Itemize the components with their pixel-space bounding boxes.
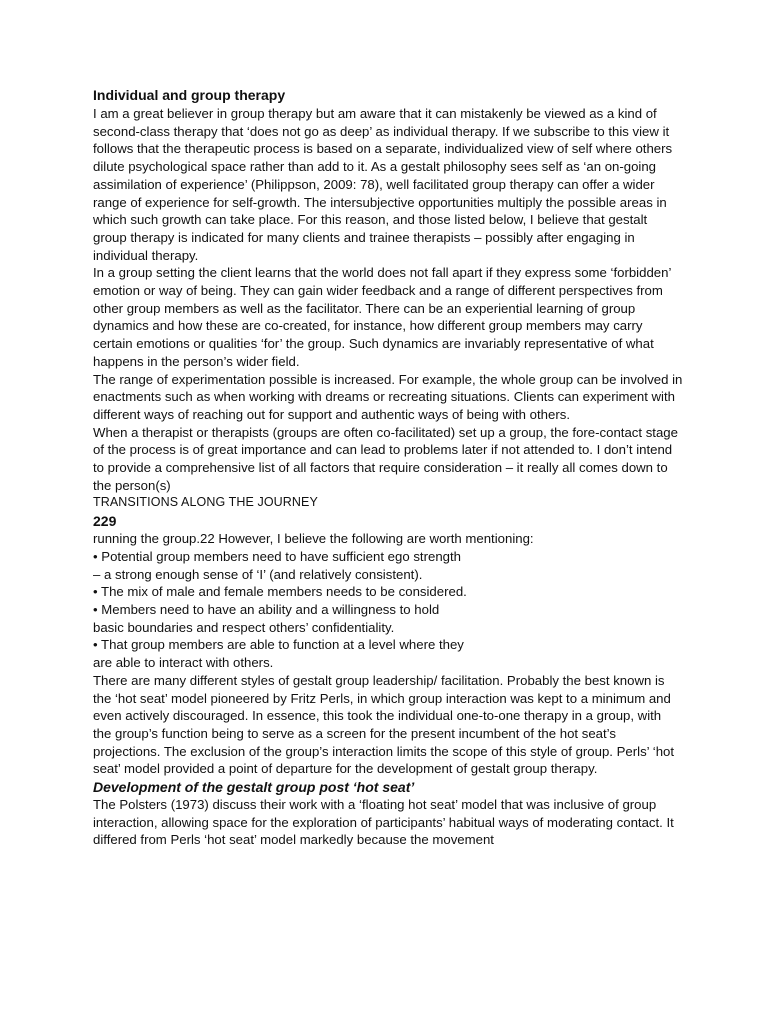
paragraph-fore-contact: When a therapist or therapists (groups are often co-facilitated) set up a group, the fore-contact stage of the process is of great importance and can lead to problems later if not attended to. I don’t intend to provide a comprehensive list of all factors that require consideration – it really all comes down to the person(s) [93,424,678,493]
bullet-line: are able to interact with others. [93,655,274,671]
paragraph-hot-seat: There are many different styles of gestalt group leadership/ facilitation. Probably the best known is the ‘hot seat’ model pioneered by Fritz Perls, in which group interaction was kept to a minimum and even actively discouraged. In essence, this took the individual one-to-one therapy in a group, with the group’s function being to serve as a screen for the present incumbent of the hot seat’s projections. The exclusion of the group’s interaction limits the scope of this style of group. Perls’ ‘hot seat’ model provided a point of departure for the development of gestalt group therapy. [93,672,675,777]
document-page [93,85,683,849]
section-heading: Individual and group therapy [93,87,286,103]
paragraph-group-setting: In a group setting the client learns that the world does not fall apart if they express some ‘forbidden’ emotion or way of being. They can gain wider feedback and a range of different perspectives from other group members as well as the facilitator. There can be an experiential learning of group dynamics and how these are co-created, for instance, how different group members may carry certain emotions or qualities ‘for’ the group. Such dynamics are invariably representative of what happens in the person’s wider field. [93,265,671,369]
bullet-line: • Potential group members need to have sufficient ego strength [93,548,461,564]
section-subheading: Development of the gestalt group post ‘hot seat’ [93,779,415,796]
bullet-line: – a strong enough sense of ‘I’ (and relatively consistent). [93,566,423,582]
page-number: 229 [93,513,117,530]
paragraph-experimentation: The range of experimentation possible is increased. For example, the whole group can be involved in enactments such as when working with dreams or recreating situations. Clients can experiment with different ways of reaching out for support and authentic ways of being with others. [93,371,683,422]
bullet-line: • That group members are able to function at a level where they [93,637,464,653]
paragraph-intro: I am a great believer in group therapy but am aware that it can mistakenly be viewed as a kind of second-class therapy that ‘does not go as deep’ as individual therapy. If we subscribe to this view it follows that the therapeutic process is based on a separate, individualized view of self where others dilute psychological space rather than add to it. As a gestalt philosophy sees self as ‘an on-going assimilation of experience’ (Philippson, 2009: 78), well facilitated group therapy can offer a wider range of experience for self-growth. The intersubjective opportunities multiply the possible areas in which such growth can take place. For this reason, and those listed below, I believe that gestalt group therapy is indicated for many clients and trainee therapists – possibly after engaging in individual therapy. [93,106,673,263]
bullet-line: • The mix of male and female members needs to be considered. [93,584,467,600]
running-head: TRANSITIONS ALONG THE JOURNEY [93,495,318,510]
bullet-line: • Members need to have an ability and a willingness to hold [93,601,440,617]
paragraph-continuation: running the group.22 However, I believe the following are worth mentioning: [93,531,534,547]
bullet-line: basic boundaries and respect others’ confidentiality. [93,619,395,635]
paragraph-polsters: The Polsters (1973) discuss their work with a ‘floating hot seat’ model that was inclusive of group interaction, allowing space for the exploration of participants’ habitual ways of moderating contact. It differed from Perls ‘hot seat’ model markedly because the movement [93,797,674,848]
